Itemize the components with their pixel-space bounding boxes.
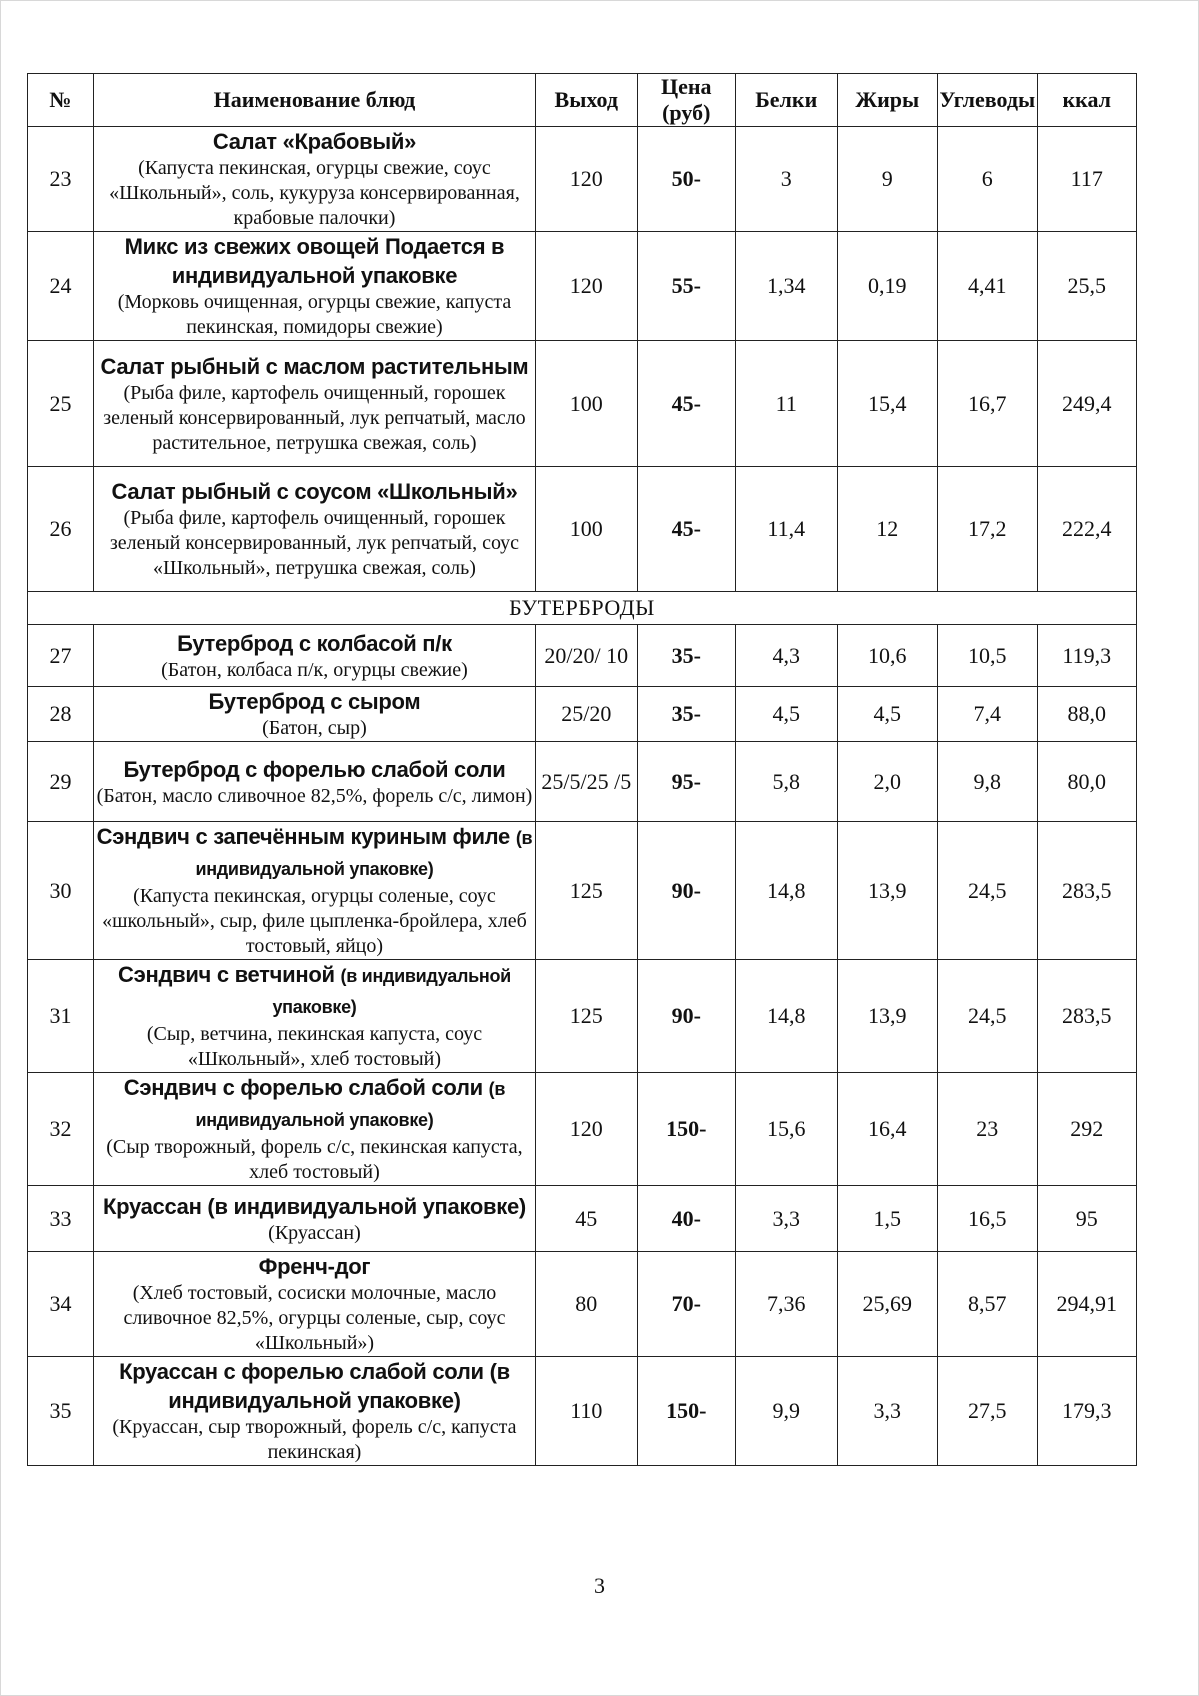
row-number: 28 [28,687,94,742]
protein-cell: 1,34 [735,232,837,341]
protein-cell: 14,8 [735,960,837,1073]
page-number: 3 [594,1573,605,1598]
menu-table [27,73,1137,1466]
carbs-cell: 16,5 [938,1186,1037,1252]
section-row [28,592,1137,625]
carbs-cell: 17,2 [938,467,1037,592]
price-cell: 70- [637,1252,735,1357]
output-cell: 25/5/25 /5 [536,742,638,822]
row-number: 33 [28,1186,94,1252]
fat-cell: 10,6 [837,625,938,687]
output-cell: 125 [536,822,638,960]
carbs-cell: 6 [938,127,1037,232]
dish-title-text: Круассан (в индивидуальной упаковке) [102,1193,526,1219]
row-number: 24 [28,232,94,341]
table-row [28,341,1137,467]
dish-name-cell [93,1186,535,1252]
row-number: 26 [28,467,94,592]
output-cell: 120 [536,1073,638,1186]
output-cell: 100 [536,341,638,467]
dish-title [94,822,535,884]
fat-cell: 12 [837,467,938,592]
output-cell: 25/20 [536,687,638,742]
header-kcal: ккал [1037,74,1137,127]
protein-cell: 14,8 [735,822,837,960]
protein-cell: 11 [735,341,837,467]
dish-name-cell [93,1252,535,1357]
output-cell: 120 [536,127,638,232]
header-name: Наименование блюд [93,74,535,127]
dish-packaging-note: (в индивидуальной упаковке) [195,1079,506,1130]
kcal-cell: 222,4 [1037,467,1137,592]
dish-ingredients: (Капуста пекинская, огурцы свежие, соус «Школьный», соль, кукуруза консервированная, крабовые палочки) [109,157,520,229]
price-cell: 45- [637,341,735,467]
dish-ingredients: (Капуста пекинская, огурцы соленые, соус «школьный», сыр, филе цыпленка-бройлера, хлеб тостовый, яйцо) [102,885,527,957]
carbs-cell: 7,4 [938,687,1037,742]
kcal-cell: 179,3 [1037,1357,1137,1466]
row-number: 34 [28,1252,94,1357]
carbs-cell: 10,5 [938,625,1037,687]
dish-ingredients: (Сыр творожный, форель с/с, пекинская капуста, хлеб тостовый) [106,1136,523,1183]
table-row [28,960,1137,1073]
row-number: 29 [28,742,94,822]
table-row [28,467,1137,592]
carbs-cell: 8,57 [938,1252,1037,1357]
dish-title-text: Френч-дог [258,1254,371,1279]
dish-title [94,1073,535,1135]
price-cell: 35- [637,625,735,687]
dish-title [94,1192,535,1221]
fat-cell: 15,4 [837,341,938,467]
dish-title [94,629,535,658]
dish-title-text: Салат рыбный с маслом растительным [100,353,529,379]
table-row [28,1252,1137,1357]
section-title: БУТЕРБРОДЫ [28,592,1137,625]
dish-ingredients: (Батон, сыр) [262,717,367,739]
protein-cell: 5,8 [735,742,837,822]
table-row [28,127,1137,232]
dish-name-cell [93,467,535,592]
kcal-cell: 88,0 [1037,687,1137,742]
kcal-cell: 294,91 [1037,1252,1137,1357]
dish-ingredients: (Батон, колбаса п/к, огурцы свежие) [161,658,468,681]
fat-cell: 4,5 [837,687,938,742]
fat-cell: 1,5 [837,1186,938,1252]
dish-ingredients: (Хлеб тостовый, сосиски молочные, масло сливочное 82,5%, огурцы соленые, сыр, соус «Школьный») [123,1282,506,1354]
header-protein: Белки [735,74,837,127]
output-cell: 100 [536,467,638,592]
price-cell: 90- [637,822,735,960]
kcal-cell: 249,4 [1037,341,1137,467]
dish-title-text: Круассан с форелью слабой соли (в индивидуальной упаковке) [119,1359,510,1413]
dish-title-text: Сэндвич с ветчиной [118,962,335,987]
dish-title [94,960,535,1022]
dish-name-cell [93,127,535,232]
protein-cell: 15,6 [735,1073,837,1186]
output-cell: 120 [536,232,638,341]
dish-name-cell [93,232,535,341]
dish-ingredients: (Сыр, ветчина, пекинская капуста, соус «Школьный», хлеб тостовый) [146,1023,483,1070]
carbs-cell: 24,5 [938,960,1037,1073]
header-row [28,74,1137,127]
dish-packaging-note: (в индивидуальной упаковке) [272,966,511,1017]
fat-cell: 0,19 [837,232,938,341]
kcal-cell: 283,5 [1037,822,1137,960]
price-cell: 90- [637,960,735,1073]
row-number: 35 [28,1357,94,1466]
carbs-cell: 24,5 [938,822,1037,960]
carbs-cell: 23 [938,1073,1037,1186]
dish-name-cell [93,625,535,687]
row-number: 23 [28,127,94,232]
dish-ingredients: (Круассан) [268,1221,361,1244]
table-row [28,625,1137,687]
fat-cell: 9 [837,127,938,232]
table-row [28,232,1137,341]
dish-ingredients: (Рыба филе, картофель очищенный, горошек зеленый консервированный, лук репчатый, соус «Школьный», петрушка свежая, соль) [109,507,520,579]
row-number: 25 [28,341,94,467]
dish-ingredients: (Рыба филе, картофель очищенный, горошек зеленый консервированный, лук репчатый, масло растительное, петрушка свежая, соль) [103,381,526,454]
dish-title-text: Бутерброд с сыром [208,689,421,714]
row-number: 27 [28,625,94,687]
dish-name-cell [93,687,535,742]
dish-name-cell [93,1073,535,1186]
table-row [28,822,1137,960]
price-cell: 55- [637,232,735,341]
dish-title-text: Салат «Крабовый» [212,129,417,154]
header-output: Выход [536,74,638,127]
protein-cell: 3,3 [735,1186,837,1252]
row-number: 31 [28,960,94,1073]
price-cell: 150- [637,1357,735,1466]
price-cell: 35- [637,687,735,742]
dish-title-text: Микс из свежих овощей Подается в индивидуальной упаковке [124,234,505,288]
price-cell: 45- [637,467,735,592]
protein-cell: 4,5 [735,687,837,742]
header-price: Цена (руб) [637,74,735,127]
dish-title [94,477,535,506]
dish-title [94,127,535,156]
kcal-cell: 25,5 [1037,232,1137,341]
protein-cell: 4,3 [735,625,837,687]
protein-cell: 9,9 [735,1357,837,1466]
table-row [28,742,1137,822]
price-cell: 95- [637,742,735,822]
table-row [28,1073,1137,1186]
protein-cell: 11,4 [735,467,837,592]
carbs-cell: 9,8 [938,742,1037,822]
table-row [28,1357,1137,1466]
price-cell: 150- [637,1073,735,1186]
fat-cell: 13,9 [837,822,938,960]
dish-title-text: Сэндвич с форелью слабой соли [123,1075,483,1100]
table-body-sandwiches [28,625,1137,1466]
dish-title-text: Сэндвич с запечённым куриным филе [96,824,510,849]
dish-ingredients: (Круассан, сыр творожный, форель с/с, капуста пекинская) [112,1416,517,1463]
fat-cell: 16,4 [837,1073,938,1186]
dish-title [94,687,535,716]
kcal-cell: 117 [1037,127,1137,232]
table-row [28,687,1137,742]
row-number: 30 [28,822,94,960]
output-cell: 20/20/ 10 [536,625,638,687]
output-cell: 45 [536,1186,638,1252]
dish-name-cell [93,822,535,960]
dish-name-cell [93,742,535,822]
dish-title [94,755,535,784]
kcal-cell: 283,5 [1037,960,1137,1073]
kcal-cell: 292 [1037,1073,1137,1186]
price-cell: 40- [637,1186,735,1252]
protein-cell: 7,36 [735,1252,837,1357]
dish-name-cell [93,960,535,1073]
dish-packaging-note: (в индивидуальной упаковке) [195,828,533,879]
header-num: № [28,74,94,127]
table-row [28,1186,1137,1252]
header-fat: Жиры [837,74,938,127]
table-body-salads [28,127,1137,592]
dish-ingredients: (Батон, масло сливочное 82,5%, форель с/с, лимон) [96,784,533,807]
dish-name-cell [93,341,535,467]
fat-cell: 2,0 [837,742,938,822]
dish-title-text: Бутерброд с форелью слабой соли [123,756,506,782]
dish-name-cell [93,1357,535,1466]
protein-cell: 3 [735,127,837,232]
dish-title [94,1357,535,1415]
dish-title [94,1252,535,1281]
dish-title [94,232,535,290]
carbs-cell: 4,41 [938,232,1037,341]
output-cell: 125 [536,960,638,1073]
row-number: 32 [28,1073,94,1186]
dish-ingredients: (Морковь очищенная, огурцы свежие, капуста пекинская, помидоры свежие) [117,291,512,338]
carbs-cell: 27,5 [938,1357,1037,1466]
kcal-cell: 95 [1037,1186,1137,1252]
fat-cell: 3,3 [837,1357,938,1466]
output-cell: 110 [536,1357,638,1466]
table-body-section [28,592,1137,625]
carbs-cell: 16,7 [938,341,1037,467]
kcal-cell: 119,3 [1037,625,1137,687]
header-carbs: Углеводы [938,74,1037,127]
price-cell: 50- [637,127,735,232]
dish-title-text: Салат рыбный с соусом «Школьный» [111,479,518,504]
dish-title-text: Бутерброд с колбасой п/к [177,630,452,656]
fat-cell: 25,69 [837,1252,938,1357]
output-cell: 80 [536,1252,638,1357]
kcal-cell: 80,0 [1037,742,1137,822]
fat-cell: 13,9 [837,960,938,1073]
dish-title [94,352,535,381]
